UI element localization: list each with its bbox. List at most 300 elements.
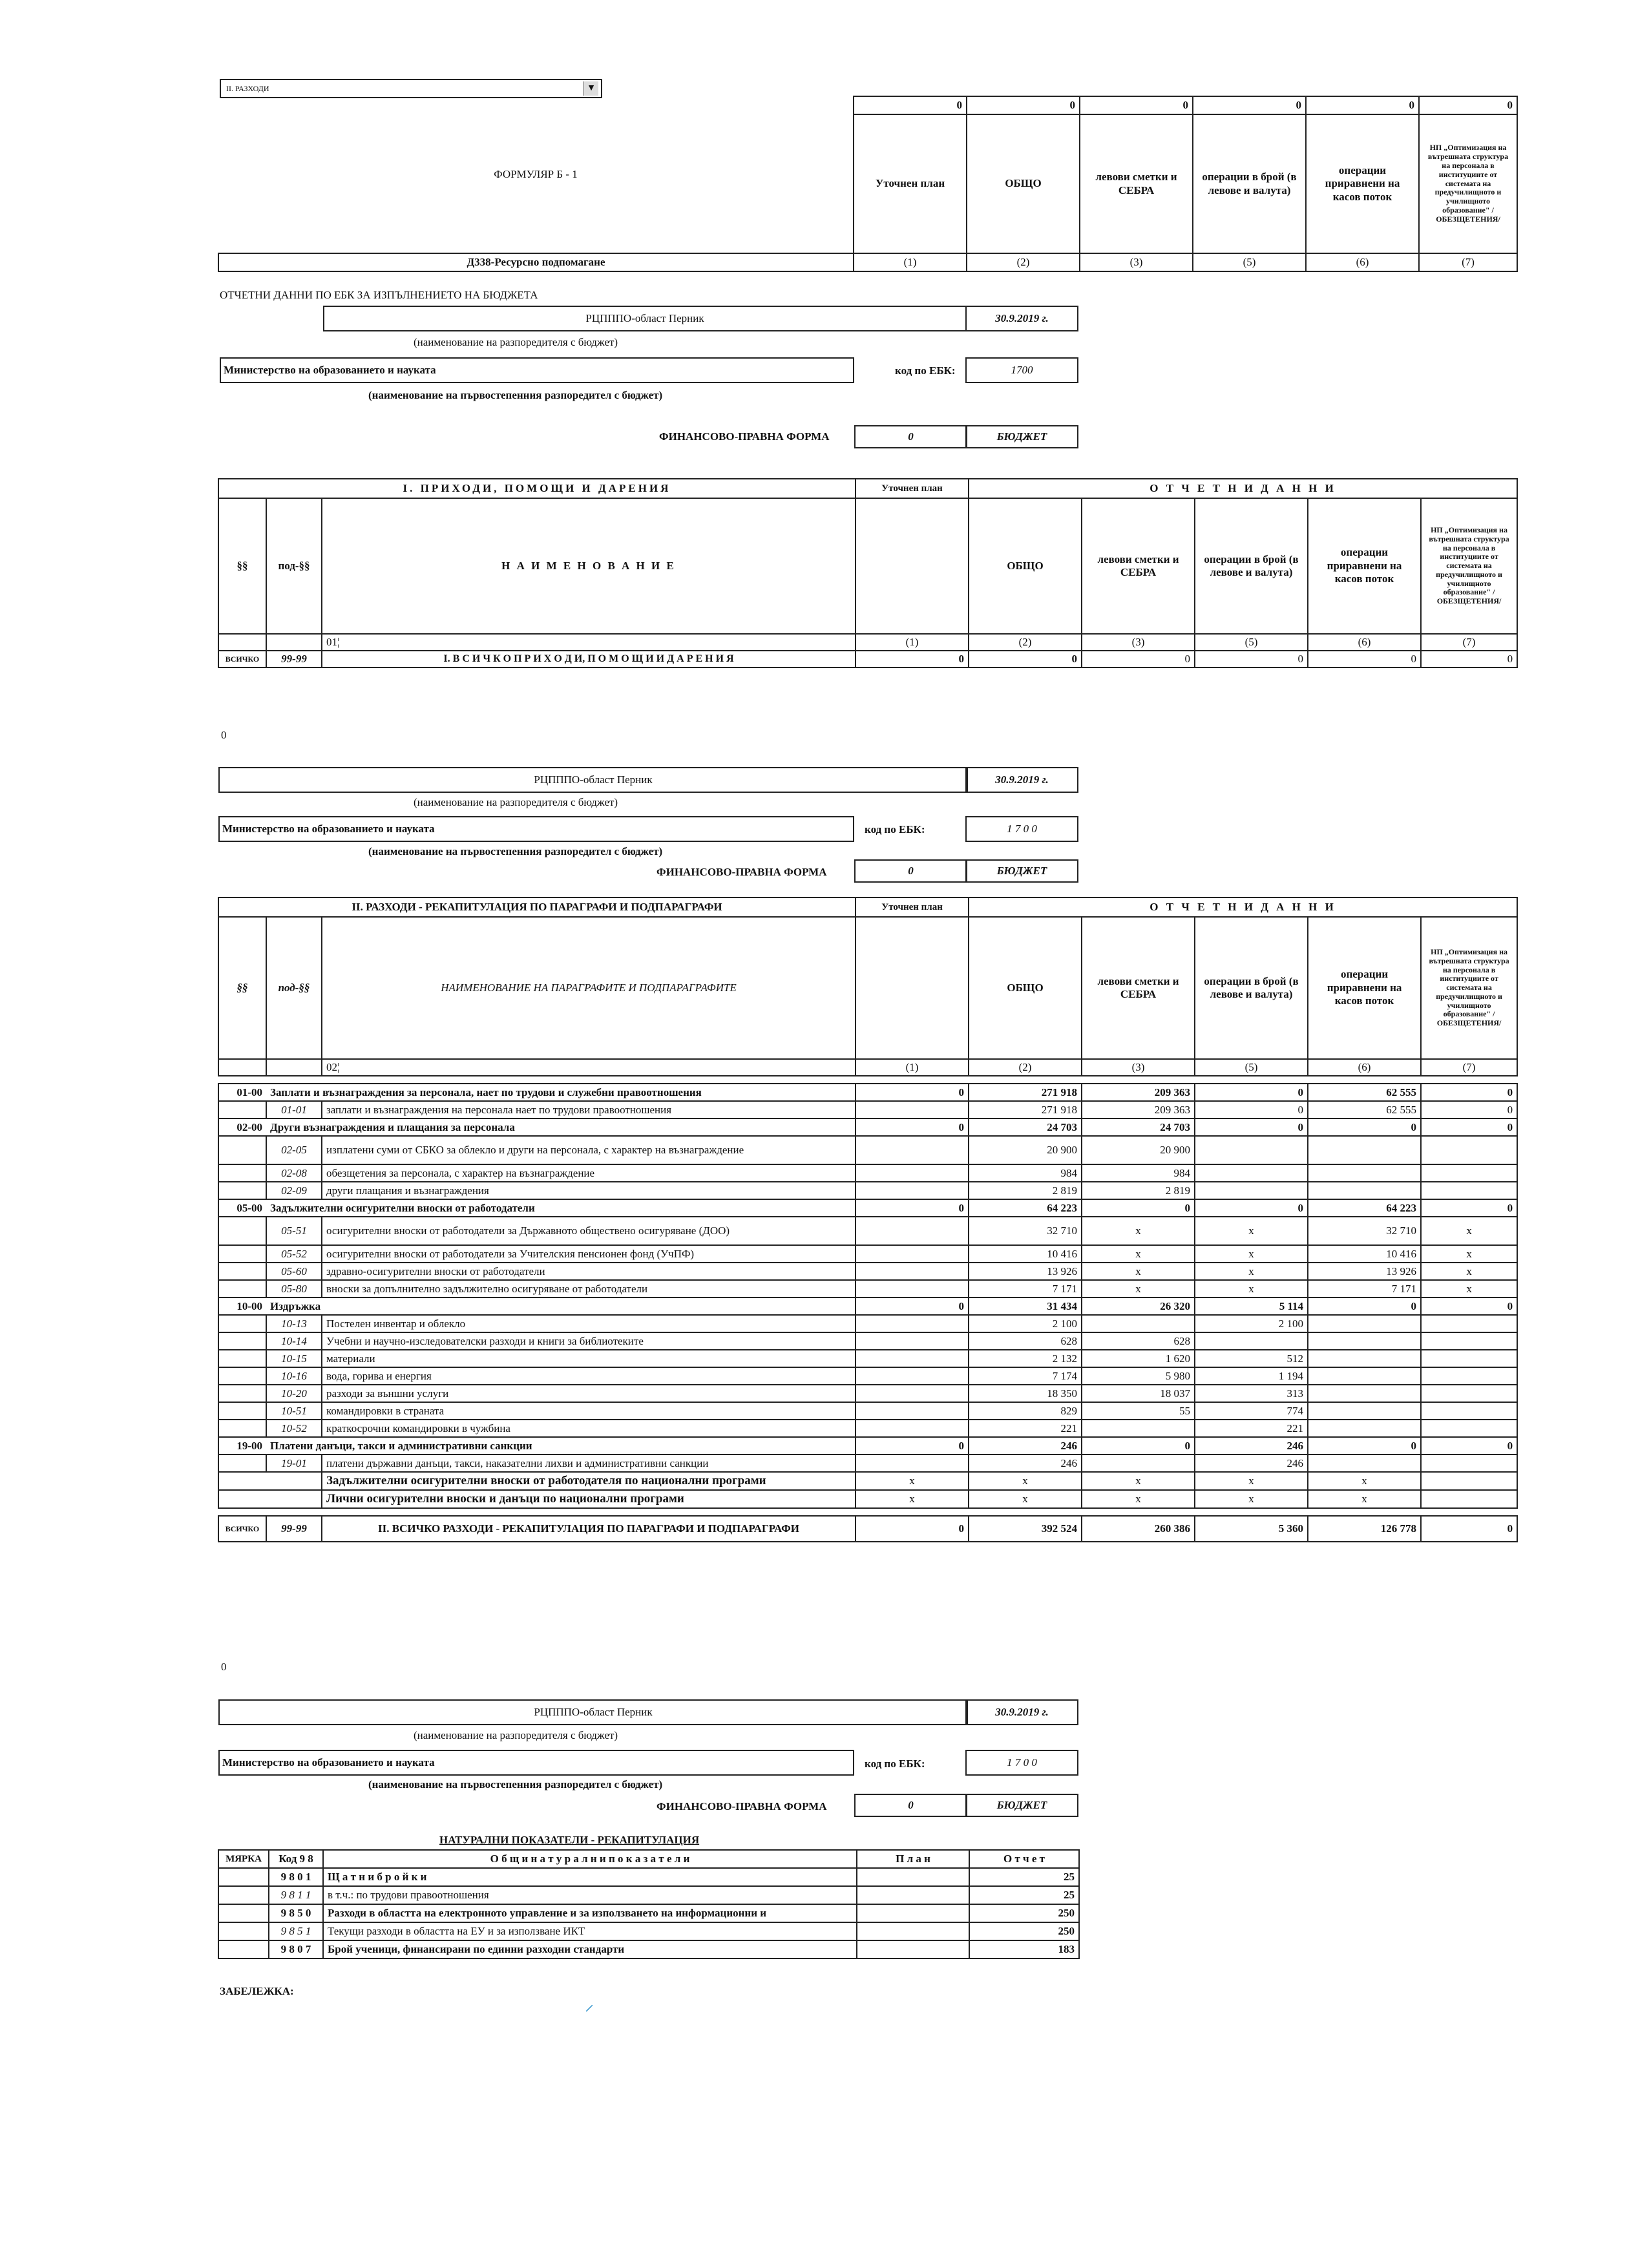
note-label: ЗАБЕЛЕЖКА:	[220, 1985, 294, 1997]
value-cell	[1421, 1490, 1517, 1508]
value-cell	[1421, 1182, 1517, 1199]
table-row	[218, 1886, 1079, 1904]
code-cell: 02-05	[266, 1136, 322, 1164]
value-cell: x	[1195, 1245, 1308, 1263]
value-cell: x	[1308, 1490, 1421, 1508]
value-cell: 0	[856, 1437, 969, 1454]
ebk-code: 1700	[965, 357, 1078, 383]
value-cell: x	[1195, 1217, 1308, 1245]
name-cell: платени държавни данъци, такси, наказателни лихви и административни санкции	[322, 1454, 856, 1472]
col-header: левови сметки и СЕБРА	[1082, 917, 1195, 1059]
col-num: (7)	[1419, 253, 1517, 271]
plan-cell	[857, 1886, 969, 1904]
value-cell	[1308, 1350, 1421, 1367]
value-cell	[1421, 1454, 1517, 1472]
name-cell: здравно-осигурителни вноски от работодатели	[322, 1263, 856, 1280]
report-title: ОТЧЕТНИ ДАННИ ПО ЕБК ЗА ИЗПЪЛНЕНИЕТО НА БЮДЖЕТА	[220, 289, 538, 301]
zero-cell: 0	[1306, 96, 1419, 114]
code-cell: 9 8 5 1	[269, 1922, 323, 1940]
value-cell: 313	[1195, 1385, 1308, 1402]
value-cell: 221	[969, 1420, 1082, 1437]
col-code: Код 9 8	[269, 1850, 323, 1868]
name-cell: Издръжка	[266, 1297, 856, 1315]
table-row	[218, 1315, 1517, 1332]
name-cell: краткосрочни командировки в чужбина	[322, 1420, 856, 1437]
unit-cell	[218, 1922, 269, 1940]
zero-cell: 0	[1080, 96, 1193, 114]
form-value: 0	[854, 859, 967, 883]
col-unit: МЯРКА	[218, 1850, 269, 1868]
value-cell	[1421, 1315, 1517, 1332]
value-cell: 32 710	[969, 1217, 1082, 1245]
col-header: левови сметки и СЕБРА	[1080, 114, 1193, 253]
col-header: операции в брой (в левове и валута)	[1195, 498, 1308, 634]
code-cell: 02-09	[266, 1182, 322, 1199]
value-cell	[856, 1350, 969, 1367]
total-value: 0	[1195, 651, 1308, 667]
value-cell	[1308, 1332, 1421, 1350]
value-cell	[1082, 1420, 1195, 1437]
value-cell: x	[969, 1472, 1082, 1490]
table-row	[218, 1118, 1517, 1136]
table-row	[218, 1454, 1517, 1472]
value-cell: 0	[1195, 1084, 1308, 1101]
table-row	[218, 1472, 1517, 1490]
code-label: код по ЕБК:	[895, 364, 956, 377]
name-cell: Разходи в областта на електронното управление и за използването на информационни и	[323, 1904, 857, 1922]
value-cell	[1195, 1136, 1308, 1164]
value-cell: x	[1421, 1217, 1517, 1245]
col-name: О б щ и н а т у р а л н и п о к а з а т е л и	[323, 1850, 857, 1868]
col-num: (2)	[969, 1059, 1082, 1076]
value-cell: 0	[1308, 1297, 1421, 1315]
name-cell	[218, 1350, 266, 1367]
value-cell: x	[1082, 1472, 1195, 1490]
separator-zero: 0	[221, 729, 227, 741]
zero-cell: 0	[1193, 96, 1306, 114]
code-label: код по ЕБК:	[865, 1758, 925, 1770]
col-plan: П л а н	[857, 1850, 969, 1868]
sec3-title: НАТУРАЛНИ ПОКАЗАТЕЛИ - РЕКАПИТУЛАЦИЯ	[439, 1834, 700, 1846]
value-cell: 0	[1082, 1199, 1195, 1217]
plan-cell	[857, 1904, 969, 1922]
value-cell: 5 980	[1082, 1367, 1195, 1385]
name-cell: Задължителни осигурителни вноски от работодатели	[266, 1199, 856, 1217]
value-cell: 24 703	[969, 1118, 1082, 1136]
total-code: 99-99	[266, 651, 322, 667]
value-cell	[1308, 1315, 1421, 1332]
value-cell: x	[1195, 1263, 1308, 1280]
value-cell: x	[1082, 1490, 1195, 1508]
value-cell: 246	[969, 1437, 1082, 1454]
natural-indicators-table	[218, 1849, 1080, 1959]
value-cell: 18 037	[1082, 1385, 1195, 1402]
value-cell: 0	[1195, 1101, 1308, 1118]
code-cell: 9 8 1 1	[269, 1886, 323, 1904]
name-cell	[218, 1490, 322, 1508]
value-cell	[856, 1101, 969, 1118]
code-cell: 05-00	[218, 1199, 266, 1217]
value-cell	[856, 1164, 969, 1182]
name-cell: Заплати и възнаграждения за персонала, нает по трудови и служебни правоотношения	[266, 1084, 856, 1101]
value-cell: 209 363	[1082, 1101, 1195, 1118]
plan-cell	[857, 1868, 969, 1886]
name-cell	[218, 1280, 266, 1297]
value-cell	[856, 1402, 969, 1420]
value-cell	[1421, 1136, 1517, 1164]
form-label: ФИНАНСОВО-ПРАВНА ФОРМА	[659, 430, 830, 443]
form-value: 0	[854, 425, 967, 448]
col-header: Уточнен план	[854, 114, 967, 253]
name-cell: осигурителни вноски от работодатели за Учителския пенсионен фонд (УчПФ)	[322, 1245, 856, 1263]
code-cell: 10-13	[266, 1315, 322, 1332]
name-cell: Задължителни осигурителни вноски от работодателя по национални програми	[322, 1472, 856, 1490]
value-cell: 0	[856, 1297, 969, 1315]
value-cell: 774	[1195, 1402, 1308, 1420]
table-row	[218, 1922, 1079, 1940]
value-cell: 1 620	[1082, 1350, 1195, 1367]
name-cell: вноски за допълнително задължително осигуряване от работодатели	[322, 1280, 856, 1297]
value-cell: x	[1082, 1280, 1195, 1297]
form-type: БЮДЖЕТ	[965, 859, 1078, 883]
zero-cell: 0	[854, 96, 967, 114]
value-cell: x	[1421, 1245, 1517, 1263]
value-cell: 2 819	[1082, 1182, 1195, 1199]
col-header: ОБЩО	[967, 114, 1080, 253]
value-cell: 10 416	[1308, 1245, 1421, 1263]
code-cell: 10-51	[266, 1402, 322, 1420]
value-cell: 24 703	[1082, 1118, 1195, 1136]
org-caption: (наименование на разпоредителя с бюджет)	[414, 1729, 618, 1741]
value-cell: 13 926	[1308, 1263, 1421, 1280]
col-name: Н А И М Е Н О В А Н И Е	[322, 498, 856, 634]
name-cell: Учебни и научно-изследователски разходи и книги за библиотеките	[322, 1332, 856, 1350]
report-label: О Т Ч Е Т Н И Д А Н Н И	[969, 898, 1517, 917]
value-cell	[1421, 1420, 1517, 1437]
report-cell: 250	[969, 1904, 1079, 1922]
value-cell: 0	[1421, 1297, 1517, 1315]
value-cell: 2 100	[969, 1315, 1082, 1332]
name-cell	[218, 1315, 266, 1332]
code-cell: 02-00	[218, 1118, 266, 1136]
value-cell: 31 434	[969, 1297, 1082, 1315]
top-header-table	[218, 96, 1518, 272]
ebk-code: 1 7 0 0	[965, 816, 1078, 842]
report-cell: 25	[969, 1886, 1079, 1904]
value-cell: 10 416	[969, 1245, 1082, 1263]
col-num: (5)	[1195, 634, 1308, 651]
code-cell: 9 8 5 0	[269, 1904, 323, 1922]
code-cell: 10-00	[218, 1297, 266, 1315]
code-cell: 10-52	[266, 1420, 322, 1437]
value-cell	[856, 1280, 969, 1297]
col-num: (6)	[1308, 634, 1421, 651]
value-cell: 18 350	[969, 1385, 1082, 1402]
total-value: 0	[856, 651, 969, 667]
value-cell	[856, 1454, 969, 1472]
total-name: I. В С И Ч К О П Р И Х О Д И, П О М О Щ И И Д А Р Е Н И Я	[322, 651, 856, 667]
total-code: 99-99	[266, 1516, 322, 1542]
name-cell	[218, 1164, 266, 1182]
table-row	[218, 1217, 1517, 1245]
chevron-down-icon[interactable]: ▼	[583, 81, 598, 96]
name-cell: Постелен инвентар и облекло	[322, 1315, 856, 1332]
value-cell: x	[1308, 1472, 1421, 1490]
value-cell	[856, 1315, 969, 1332]
ministry-name: Министерство на образованието и науката	[218, 816, 854, 842]
name-cell	[218, 1245, 266, 1263]
ebk-code: 1 7 0 0	[965, 1750, 1078, 1776]
value-cell	[1421, 1367, 1517, 1385]
value-cell: x	[1195, 1490, 1308, 1508]
report-cell: 25	[969, 1868, 1079, 1886]
total-value: 126 778	[1308, 1516, 1421, 1542]
code-cell: 01-00	[218, 1084, 266, 1101]
code-cell: 9 8 0 7	[269, 1940, 323, 1958]
value-cell: x	[1082, 1263, 1195, 1280]
table-row	[218, 1490, 1517, 1508]
col-num: (6)	[1308, 1059, 1421, 1076]
table-row	[218, 1904, 1079, 1922]
unit-cell	[218, 1940, 269, 1958]
name-cell: материали	[322, 1350, 856, 1367]
sec2-title: II. РАЗХОДИ - РЕКАПИТУЛАЦИЯ ПО ПАРАГРАФИ И ПОДПАРАГРАФИ	[218, 898, 856, 917]
plan-label: Уточнен план	[856, 898, 969, 917]
value-cell: x	[1195, 1472, 1308, 1490]
name-cell	[218, 1263, 266, 1280]
name-cell	[218, 1367, 266, 1385]
value-cell: 0	[1421, 1084, 1517, 1101]
col-num: (3)	[1080, 253, 1193, 271]
plan-cell	[857, 1940, 969, 1958]
table-row	[218, 1868, 1079, 1886]
col-sub: под-§§	[266, 498, 322, 634]
value-cell: 0	[856, 1118, 969, 1136]
value-cell: 0	[1195, 1199, 1308, 1217]
name-cell: в т.ч.: по трудови правоотношения	[323, 1886, 857, 1904]
col-sub: под-§§	[266, 917, 322, 1059]
table-row	[218, 1263, 1517, 1280]
value-cell: 984	[1082, 1164, 1195, 1182]
table-row	[218, 1940, 1079, 1958]
report-date: 30.9.2019 г.	[965, 1699, 1078, 1725]
table-row	[218, 1199, 1517, 1217]
separator-zero: 0	[221, 1661, 227, 1673]
code-row: 02¦	[322, 1059, 856, 1076]
value-cell: 0	[856, 1084, 969, 1101]
value-cell: 2 132	[969, 1350, 1082, 1367]
name-cell: заплати и възнаграждения на персонала нает по трудови правоотношения	[322, 1101, 856, 1118]
value-cell: 2 100	[1195, 1315, 1308, 1332]
total-name: II. ВСИЧКО РАЗХОДИ - РЕКАПИТУЛАЦИЯ ПО ПАРАГРАФИ И ПОДПАРАГРАФИ	[322, 1516, 856, 1542]
col-header: ОБЩО	[969, 917, 1082, 1059]
form-type: БЮДЖЕТ	[965, 1794, 1078, 1817]
col-header: НП „Оптимизация на вътрешната структура на персонала в институциите от системата на предучилищното и училищното образование" /ОБЕЗЩЕТЕНИЯ/	[1421, 917, 1517, 1059]
col-num: (2)	[969, 634, 1082, 651]
sec1-title: I. ПРИХОДИ, ПОМОЩИ И ДАРЕНИЯ	[218, 479, 856, 498]
value-cell: 26 320	[1082, 1297, 1195, 1315]
value-cell	[1308, 1182, 1421, 1199]
name-cell	[218, 1420, 266, 1437]
value-cell	[856, 1367, 969, 1385]
col-report: О т ч е т	[969, 1850, 1079, 1868]
table-row	[218, 1136, 1517, 1164]
col-num: (1)	[854, 253, 967, 271]
value-cell	[1421, 1385, 1517, 1402]
form-label: ФИНАНСОВО-ПРАВНА ФОРМА	[656, 1800, 827, 1812]
value-cell: 0	[1421, 1199, 1517, 1217]
col-header: операции приравнени на касов поток	[1306, 114, 1419, 253]
value-cell: 0	[856, 1199, 969, 1217]
total-value: 392 524	[969, 1516, 1082, 1542]
col-num: (5)	[1195, 1059, 1308, 1076]
value-cell: 0	[1421, 1118, 1517, 1136]
total-label: ВСИЧКО	[218, 651, 266, 667]
unit-cell	[218, 1868, 269, 1886]
form-value: 0	[854, 1794, 967, 1817]
value-cell: 5 114	[1195, 1297, 1308, 1315]
form-label: ФИНАНСОВО-ПРАВНА ФОРМА	[656, 866, 827, 878]
value-cell	[856, 1217, 969, 1245]
col-par: §§	[218, 917, 266, 1059]
ministry-caption: (наименование на първостепенния разпоредител с бюджет)	[368, 1778, 663, 1790]
value-cell: 7 171	[969, 1280, 1082, 1297]
zero-cell: 0	[967, 96, 1080, 114]
code-cell: 9 8 0 1	[269, 1868, 323, 1886]
total-value: 0	[1421, 651, 1517, 667]
value-cell: 271 918	[969, 1101, 1082, 1118]
total-value: 0	[856, 1516, 969, 1542]
plan-cell	[857, 1922, 969, 1940]
name-cell	[218, 1217, 266, 1245]
col-header: левови сметки и СЕБРА	[1082, 498, 1195, 634]
value-cell: 62 555	[1308, 1084, 1421, 1101]
value-cell	[1308, 1385, 1421, 1402]
value-cell: 55	[1082, 1402, 1195, 1420]
value-cell	[1308, 1420, 1421, 1437]
value-cell: x	[1421, 1263, 1517, 1280]
name-cell	[218, 1454, 266, 1472]
value-cell: 13 926	[969, 1263, 1082, 1280]
value-cell: 512	[1195, 1350, 1308, 1367]
total-value: 0	[969, 651, 1082, 667]
table-row	[218, 1182, 1517, 1199]
value-cell	[1308, 1136, 1421, 1164]
value-cell: 0	[1421, 1437, 1517, 1454]
code-cell: 10-14	[266, 1332, 322, 1350]
table-row	[218, 1297, 1517, 1315]
value-cell: 64 223	[1308, 1199, 1421, 1217]
name-cell: изплатени суми от СБКО за облекло и други на персонала, с характер на възнаграждение	[322, 1136, 856, 1164]
name-cell: вода, горива и енергия	[322, 1367, 856, 1385]
value-cell: 628	[969, 1332, 1082, 1350]
col-header: ОБЩО	[969, 498, 1082, 634]
value-cell: 271 918	[969, 1084, 1082, 1101]
plan-label: Уточнен план	[856, 479, 969, 498]
code-cell: 10-20	[266, 1385, 322, 1402]
code-label: код по ЕБК:	[865, 823, 925, 835]
name-cell	[218, 1402, 266, 1420]
table-row	[218, 1245, 1517, 1263]
value-cell: 64 223	[969, 1199, 1082, 1217]
col-header: операции в брой (в левове и валута)	[1195, 917, 1308, 1059]
total-value: 260 386	[1082, 1516, 1195, 1542]
value-cell	[1421, 1350, 1517, 1367]
value-cell: 2 819	[969, 1182, 1082, 1199]
name-cell: командировки в страната	[322, 1402, 856, 1420]
name-cell: Щ а т н и б р о й к и	[323, 1868, 857, 1886]
value-cell	[1421, 1164, 1517, 1182]
col-num: (1)	[856, 1059, 969, 1076]
value-cell: 984	[969, 1164, 1082, 1182]
report-date: 30.9.2019 г.	[965, 306, 1078, 331]
value-cell: 0	[1082, 1437, 1195, 1454]
name-cell: Други възнаграждения и плащания за персонала	[266, 1118, 856, 1136]
table-row	[218, 1420, 1517, 1437]
value-cell: 62 555	[1308, 1101, 1421, 1118]
value-cell: 221	[1195, 1420, 1308, 1437]
name-cell: други плащания и възнаграждения	[322, 1182, 856, 1199]
name-cell: осигурителни вноски от работодатели за Държавното обществено осигуряване (ДОО)	[322, 1217, 856, 1245]
code-row: 01¦	[322, 634, 856, 651]
value-cell	[1195, 1332, 1308, 1350]
value-cell	[1421, 1332, 1517, 1350]
report-cell: 183	[969, 1940, 1079, 1958]
value-cell	[1308, 1402, 1421, 1420]
code-cell: 05-60	[266, 1263, 322, 1280]
value-cell: x	[856, 1490, 969, 1508]
col-par: §§	[218, 498, 266, 634]
value-cell: x	[856, 1472, 969, 1490]
col-num: (2)	[967, 253, 1080, 271]
total-value: 0	[1308, 651, 1421, 667]
col-num: (1)	[856, 634, 969, 651]
value-cell: 0	[1421, 1101, 1517, 1118]
org-caption: (наименование на разпоредителя с бюджет)	[414, 796, 618, 808]
code-cell: 05-51	[266, 1217, 322, 1245]
org-caption: (наименование на разпоредителя с бюджет)	[414, 336, 618, 348]
value-cell	[1195, 1182, 1308, 1199]
name-cell	[218, 1136, 266, 1164]
code-cell: 05-52	[266, 1245, 322, 1263]
code-cell: 01-01	[266, 1101, 322, 1118]
value-cell: 7 171	[1308, 1280, 1421, 1297]
value-cell: 32 710	[1308, 1217, 1421, 1245]
value-cell: 0	[1308, 1118, 1421, 1136]
value-cell: x	[1421, 1280, 1517, 1297]
table-row	[218, 1367, 1517, 1385]
unit-cell	[218, 1904, 269, 1922]
value-cell: 7 174	[969, 1367, 1082, 1385]
table-row	[218, 1084, 1517, 1101]
table-row	[218, 1164, 1517, 1182]
col-num: (7)	[1421, 634, 1517, 651]
col-header: НП „Оптимизация на вътрешната структура на персонала в институциите от системата на предучилищното и училищното образование" /ОБЕЗЩЕТЕНИЯ/	[1421, 498, 1517, 634]
name-cell	[218, 1472, 322, 1490]
form-type: БЮДЖЕТ	[965, 425, 1078, 448]
value-cell: x	[1082, 1245, 1195, 1263]
value-cell	[1308, 1367, 1421, 1385]
value-cell: 628	[1082, 1332, 1195, 1350]
name-cell: разходи за външни услуги	[322, 1385, 856, 1402]
ministry-name: Министерство на образованието и науката	[220, 357, 854, 383]
col-num: (3)	[1082, 1059, 1195, 1076]
value-cell	[1308, 1454, 1421, 1472]
code-cell: 10-16	[266, 1367, 322, 1385]
table-row	[218, 1332, 1517, 1350]
code-cell: 19-01	[266, 1454, 322, 1472]
value-cell: x	[1195, 1280, 1308, 1297]
